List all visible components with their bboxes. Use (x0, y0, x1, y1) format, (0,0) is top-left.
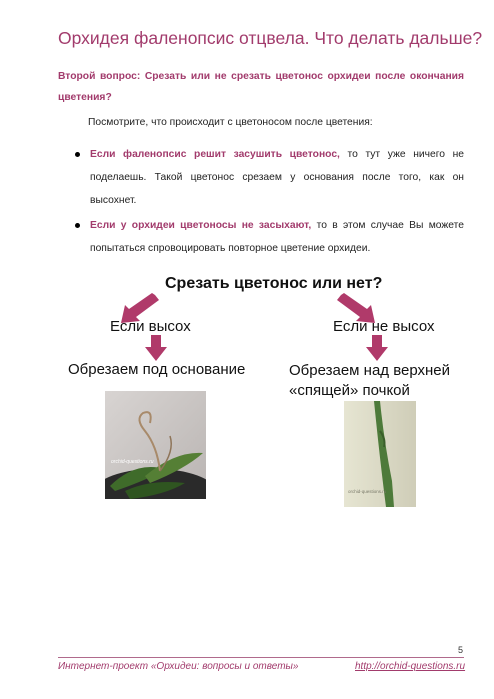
right-action-line2: «спящей» почкой (289, 382, 410, 399)
left-condition: Если высох (110, 318, 191, 335)
left-action: Обрезаем под основание (68, 361, 246, 378)
intro-text: Посмотрите, что происходит с цветоносом после цветения: (88, 117, 373, 128)
right-condition: Если не высох (333, 318, 435, 335)
arrow-down-icon (145, 335, 167, 361)
footer-project-name: Интернет-проект «Орхидеи: вопросы и ответы» (58, 661, 299, 672)
list-item (90, 214, 464, 260)
dried-spike-photo (105, 391, 206, 499)
arrow-down-icon (366, 335, 388, 361)
footer-link[interactable]: http://orchid-questions.ru (355, 661, 466, 672)
bullet-text: то тут уже ничего не поделаешь. Такой цветонос срезаем у основания после того, как он высохнет. (90, 149, 464, 206)
footer-divider (58, 657, 464, 658)
photo2-watermark: orchid-questions.ru (348, 489, 387, 494)
bullet-highlight: Если фаленопсис решит засушить цветонос, (90, 149, 340, 160)
bullet-text: то в этом случае Вы можете попытаться спровоцировать повторное цветение орхидеи. (90, 220, 465, 254)
question-paragraph (58, 66, 464, 108)
page-number: 5 (458, 645, 464, 655)
photo1-watermark: orchid-questions.ru (111, 459, 154, 465)
bullet-highlight: Если у орхидеи цветоносы не засыхают, (90, 220, 312, 231)
bullet-dot-icon (75, 152, 80, 157)
bullet-dot-icon (75, 223, 80, 228)
question-text: Второй вопрос: Срезать или не срезать цветонос орхидеи после окончания цветения? (58, 71, 464, 103)
page-title: Орхидея фаленопсис отцвела. Что делать дальше? (58, 28, 483, 48)
diagram-title: Срезать цветонос или нет? (165, 275, 383, 292)
list-item (90, 143, 464, 212)
right-action (289, 361, 450, 401)
right-action-line1: Обрезаем над верхней (289, 362, 451, 379)
green-spike-photo (344, 401, 416, 507)
